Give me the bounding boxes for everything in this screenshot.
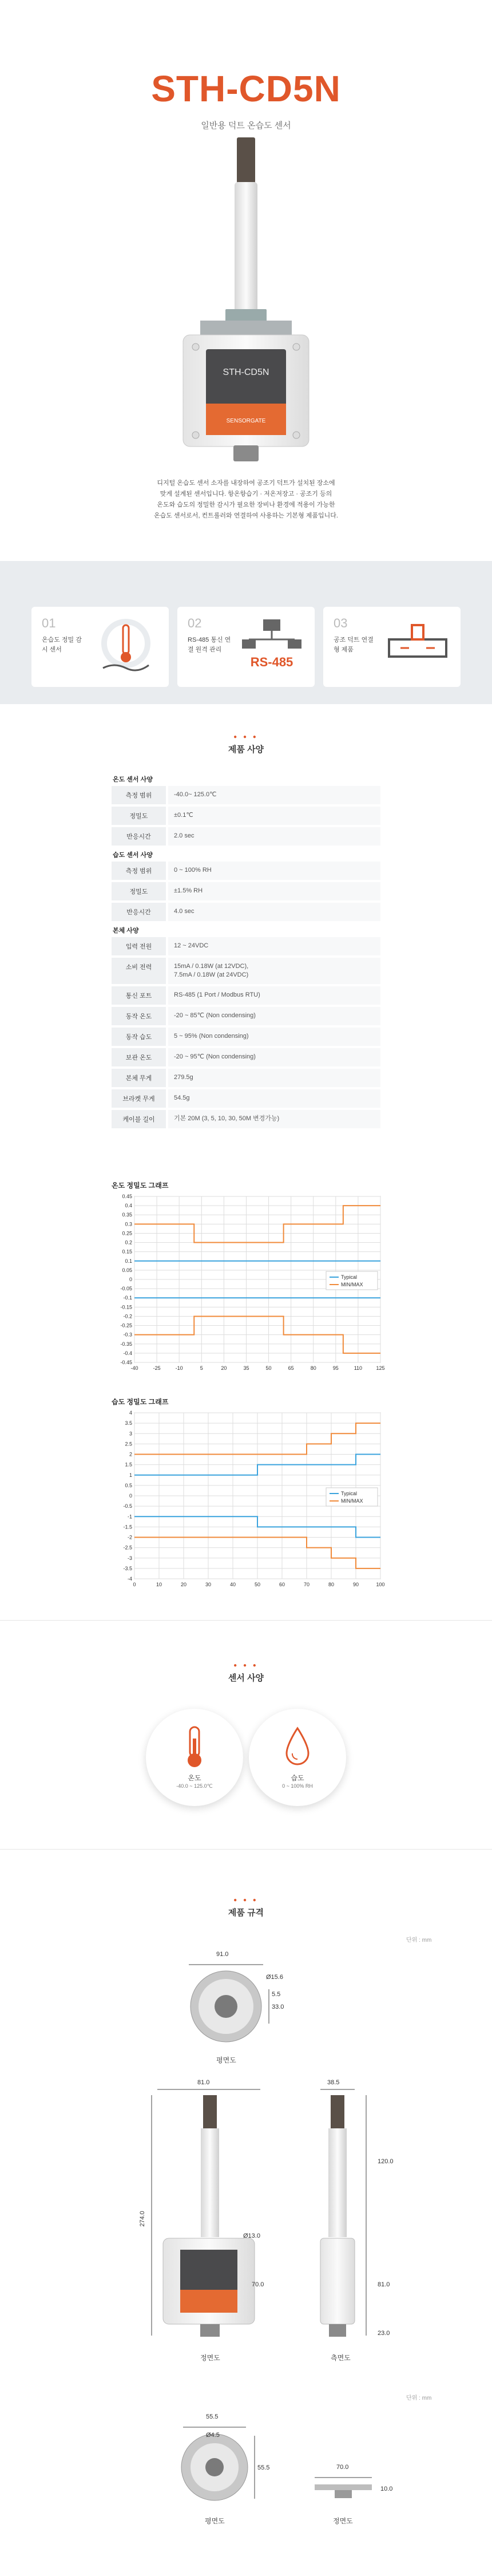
y-tick-label: -2.5 [123,1544,132,1551]
y-tick-label: -1.5 [123,1524,132,1530]
spec-value: 기본 20M (3, 5, 10, 30, 50M 변경가능) [168,1110,380,1128]
y-tick-label: 0.3 [125,1221,132,1227]
spec-group-body: 본체 사양 [113,927,139,934]
intro-line: 디지털 온습도 센서 소자를 내장하여 공조기 덕트가 설치된 장소에 [157,480,335,487]
spec-row [112,882,380,900]
spec-value: 4.0 sec [168,903,380,921]
x-tick-label: 80 [310,1365,316,1371]
spec-value: RS-485 (1 Port / Modbus RTU) [168,986,380,1005]
x-tick-label: 20 [221,1365,227,1371]
spec-row [112,1007,380,1025]
spec-title: 제품 사양 [228,745,264,754]
spec-key: 케이블 길이 [112,1110,166,1128]
y-tick-label: 1.5 [125,1461,132,1468]
thermometer-hand-icon [92,614,160,679]
spec-value: -40.0~ 125.0℃ [168,786,380,804]
spec-key: 통신 포트 [112,986,166,1005]
product-title: STH-CD5N [151,68,341,109]
spec-key: 입력 전원 [112,937,166,955]
section-dots: ● ● ● [233,1897,259,1903]
spec-value: -20 ~ 95℃ (Non condensing) [168,1048,380,1066]
dim-height: 55.5 [257,2464,270,2471]
feature-number: 03 [334,616,348,630]
section-divider [0,1620,492,1621]
dim-h2: 81.0 [378,2281,390,2288]
rs485-badge: RS-485 [250,655,293,669]
spec-group-humidity: 습도 센서 사양 [113,852,153,859]
product-image [166,137,326,464]
y-tick-label: 0.25 [122,1230,132,1236]
y-tick-label: -0.1 [123,1295,132,1301]
sensor-humidity-card [249,1709,346,1806]
intro-line: 온습도 센서로서, 컨트롤러와 연결하여 사용하는 기본형 제품입니다. [154,512,338,519]
y-tick-label: -0.25 [120,1322,132,1329]
section-dots: ● ● ● [233,1662,259,1669]
y-tick-label: 0.5 [125,1482,132,1488]
x-tick-label: 5 [200,1365,203,1371]
y-tick-label: 0 [129,1277,132,1282]
y-tick-label: 3.5 [125,1420,132,1427]
product-subtitle: 일반용 덕트 온습도 센서 [201,121,291,131]
dim-width: 81.0 [197,2079,210,2086]
feature-card-3 [323,607,461,687]
intro-line: 온도와 습도의 정밀한 감시가 필요한 장비나 환경에 적용이 가능한 [157,501,335,508]
dim-h1: 120.0 [378,2158,394,2165]
y-tick-label: 4 [129,1410,132,1416]
intro-text [132,478,360,521]
intro-line: 맞게 설계된 센서입니다. 항온항습기 · 저온저장고 · 공조기 등의 [160,491,332,497]
dim-diameter: Ø15.6 [266,1974,283,1981]
y-tick-label: -4 [127,1576,132,1582]
spec-key: 동작 온도 [112,1007,166,1025]
spec-key: 보관 온도 [112,1048,166,1066]
side-view-drawing [309,2084,378,2347]
feature-card-1 [31,607,169,687]
legend-label: Typical [341,1491,358,1496]
x-tick-label: -40 [130,1365,138,1371]
front-view-drawing [146,2084,272,2347]
y-tick-label: -0.15 [120,1304,132,1310]
dim-width: 38.5 [327,2079,340,2086]
spec-value: 15mA / 0.18W (at 12VDC), 7.5mA / 0.18W (at 24VDC) [168,958,380,984]
dim-width: 70.0 [336,2464,349,2471]
unit-label: 단위 : mm [406,1937,432,1943]
spec-row [112,1089,380,1108]
spec-value: 5 ~ 95% (Non condensing) [168,1028,380,1046]
y-tick-label: 0 [129,1493,132,1499]
dim-h2: 33.0 [272,2004,284,2010]
dim-width: 91.0 [216,1951,229,1958]
spec-key: 동작 습도 [112,1028,166,1046]
spec-key: 반응시간 [112,827,166,846]
dim-height: 10.0 [380,2486,393,2492]
y-tick-label: 0.15 [122,1249,132,1255]
label-logo: SENSORGATE [226,418,266,424]
y-tick-label: 1 [129,1472,132,1478]
sensor-label: 온도 [188,1774,201,1782]
view-label: 평면도 [216,2056,236,2064]
spec-value: 2.0 sec [168,827,380,846]
label-brand: STH-CD5N [223,368,269,377]
spec-row [112,862,380,880]
spec-value: 0 ~ 100% RH [168,862,380,880]
spec-value: 12 ~ 24VDC [168,937,380,955]
y-tick-label: 0.4 [125,1203,132,1209]
x-tick-label: 20 [180,1582,187,1587]
section-dots: ● ● ● [233,734,259,740]
dim-diameter: Ø13.0 [243,2233,260,2239]
spec-value: 279.5g [168,1069,380,1087]
spec-row [112,1048,380,1066]
spec-value: ±1.5% RH [168,882,380,900]
dim-h1: 5.5 [272,1991,281,1998]
dim-diameter: Ø4.5 [206,2432,220,2439]
spec-row [112,903,380,921]
feature-text: RS-485 통신 연결 원격 관리 [188,637,231,653]
unit-label: 단위 : mm [406,2395,432,2401]
y-tick-label: -0.4 [123,1350,132,1356]
y-tick-label: 3 [129,1431,132,1437]
feature-text: 공조 덕트 연결형 제품 [334,637,374,653]
x-tick-label: 40 [229,1582,236,1587]
y-tick-label: 2 [129,1451,132,1457]
x-tick-label: 110 [354,1365,363,1371]
chart-title-humidity: 습도 정밀도 그래프 [112,1398,169,1406]
duct-pipe-icon [383,614,452,679]
rs485-network-icon [237,614,306,679]
y-tick-label: -0.3 [123,1332,132,1338]
view-label: 측면도 [331,2354,351,2362]
spec-key: 정밀도 [112,882,166,900]
legend-label: MIN/MAX [341,1498,363,1504]
y-tick-label: -0.2 [123,1313,132,1319]
spec-key: 본체 무게 [112,1069,166,1087]
x-tick-label: 100 [376,1582,385,1587]
spec-value: 54.5g [168,1089,380,1108]
spec-row [112,786,380,804]
y-tick-label: -0.45 [120,1360,132,1365]
y-tick-label: -0.5 [123,1503,132,1510]
x-tick-label: 70 [303,1582,310,1587]
x-tick-label: -25 [153,1365,161,1371]
spec-row [112,986,380,1005]
x-tick-label: 10 [156,1582,162,1587]
x-tick-label: 50 [254,1582,261,1587]
y-tick-label: -0.35 [120,1341,132,1347]
x-tick-label: 95 [332,1365,339,1371]
legend-label: MIN/MAX [341,1282,363,1287]
legend-label: Typical [341,1274,358,1280]
view-label: 평면도 [205,2517,225,2525]
x-tick-label: 0 [133,1582,136,1587]
spec-value: ±0.1℃ [168,807,380,825]
view-label: 정면도 [200,2354,220,2362]
spec-key: 반응시간 [112,903,166,921]
y-tick-label: 0.45 [122,1194,132,1199]
spec-row [112,827,380,846]
y-tick-label: -3 [127,1555,132,1561]
chart-title-temp: 온도 정밀도 그래프 [112,1182,169,1190]
spec-key: 측정 범위 [112,786,166,804]
bracket-front-drawing [309,2473,378,2502]
spec-key: 측정 범위 [112,862,166,880]
y-tick-label: -0.05 [120,1286,132,1292]
view-label: 정면도 [333,2517,353,2525]
x-tick-label: 50 [265,1365,272,1371]
spec-row [112,1069,380,1087]
sensor-range: 0 ~ 100% RH [282,1783,313,1789]
dim-h3: 23.0 [378,2330,390,2337]
feature-number: 02 [188,616,202,630]
spec-key: 정밀도 [112,807,166,825]
y-tick-label: 2.5 [125,1441,132,1447]
droplet-icon [283,1725,312,1771]
x-tick-label: 60 [279,1582,285,1587]
sensor-label: 습도 [291,1774,304,1782]
sensor-range: -40.0 ~ 125.0℃ [176,1783,213,1789]
spec-key: 소비 전력 [112,958,166,984]
x-tick-label: 125 [376,1365,385,1371]
y-tick-label: 0.35 [122,1212,132,1218]
feature-text: 온습도 정밀 감시 센서 [42,637,82,653]
humidity-accuracy-chart [112,1408,386,1597]
spec-row [112,1110,380,1128]
dimension-section-title: 제품 규격 [228,1908,264,1918]
sensor-temp-card [146,1709,243,1806]
spec-row [112,807,380,825]
y-tick-label: 0.2 [125,1239,132,1246]
feature-number: 01 [42,616,56,630]
x-tick-label: 65 [288,1365,294,1371]
feature-card-2 [177,607,315,687]
spec-table [112,770,380,1131]
x-tick-label: 35 [243,1365,249,1371]
y-tick-label: -3.5 [123,1565,132,1571]
thermometer-icon [180,1725,209,1771]
dim-width: 55.5 [206,2413,219,2420]
spec-value: -20 ~ 85℃ (Non condensing) [168,1007,380,1025]
sensor-section-title: 센서 사양 [228,1673,264,1683]
spec-row [112,937,380,955]
temp-accuracy-chart [112,1192,386,1381]
y-tick-label: 0.1 [125,1258,132,1264]
dim-h2: 70.0 [252,2281,264,2288]
x-tick-label: -10 [175,1365,183,1371]
y-tick-label: 0.05 [122,1267,132,1273]
hero-section [0,0,492,544]
y-tick-label: -1 [127,1514,132,1520]
x-tick-label: 90 [352,1582,359,1587]
x-tick-label: 30 [205,1582,212,1587]
spec-group-temp: 온도 센서 사양 [113,776,153,783]
y-tick-label: -2 [127,1534,132,1540]
spec-row [112,1028,380,1046]
section-divider [0,1849,492,1850]
x-tick-label: 80 [328,1582,335,1587]
spec-key: 브라켓 무게 [112,1089,166,1108]
dim-height: 274.0 [138,2211,146,2227]
spec-row [112,958,380,984]
